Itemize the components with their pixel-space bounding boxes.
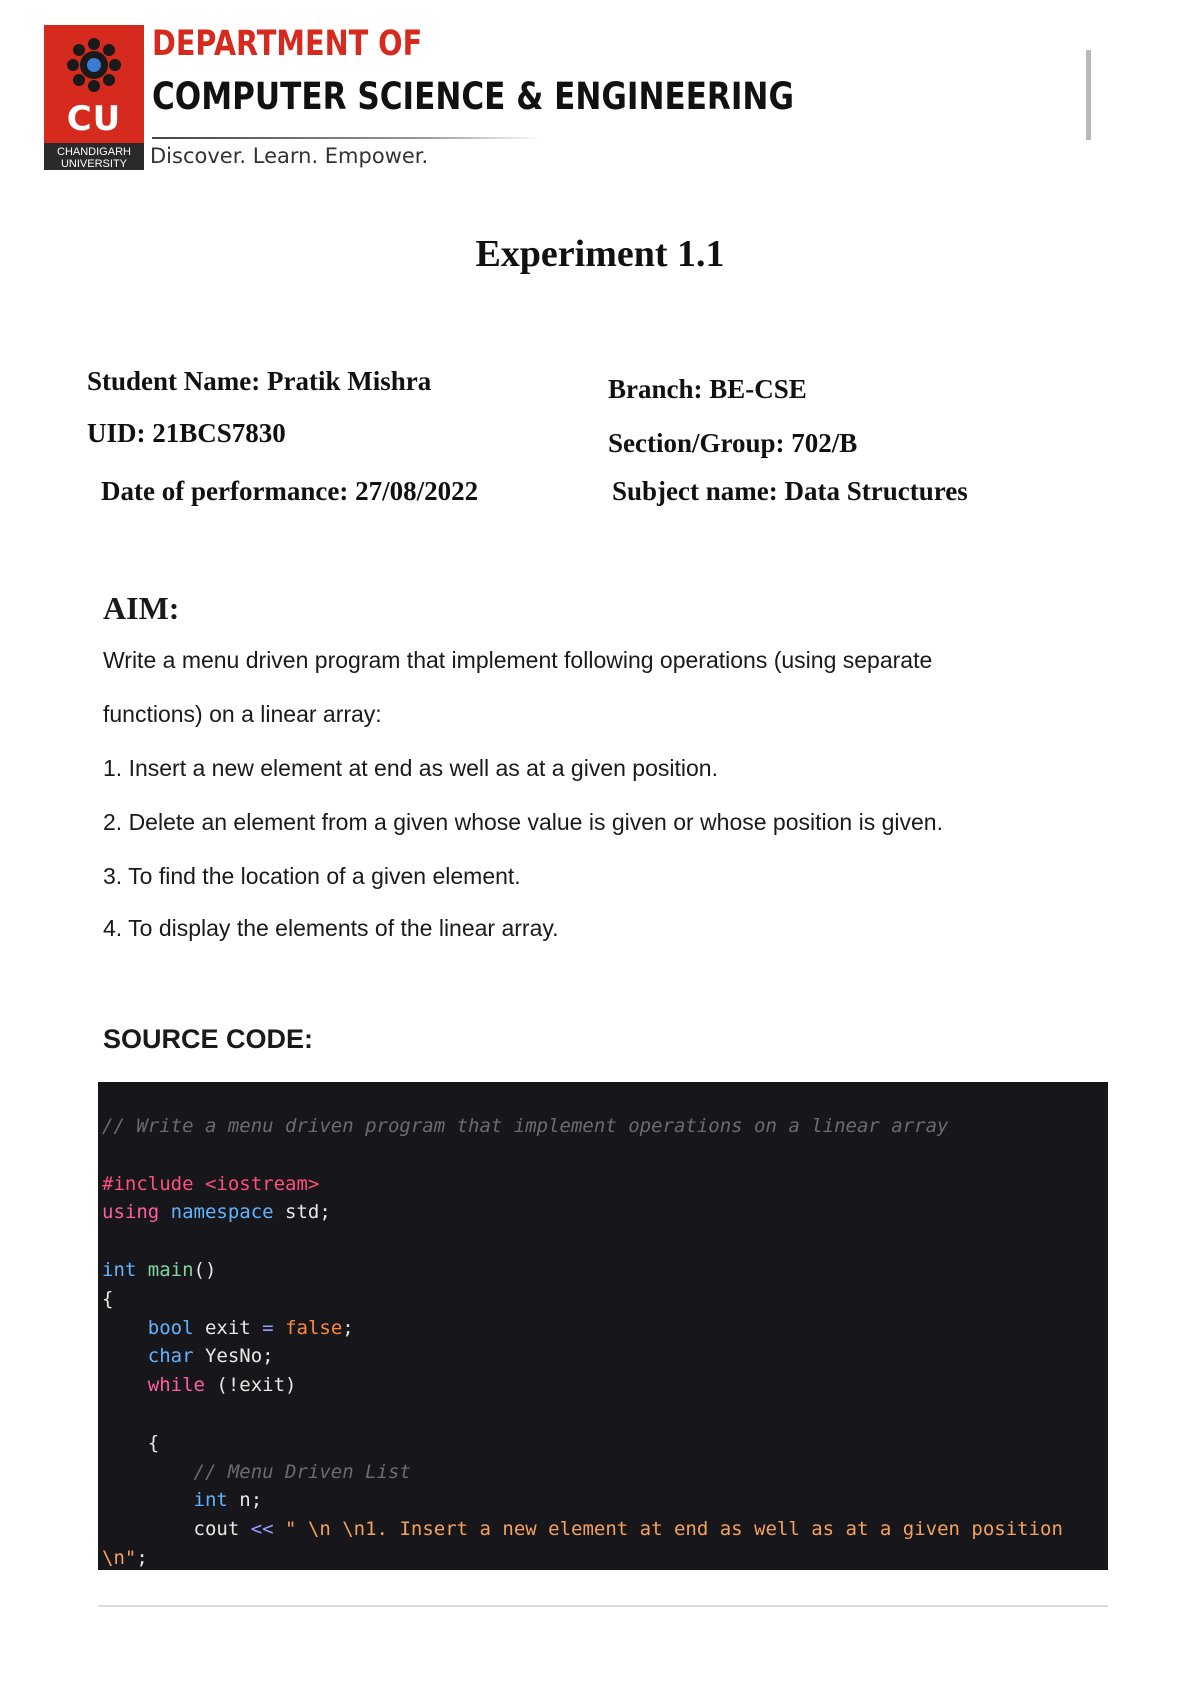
uid: UID: 21BCS7830 xyxy=(87,418,286,448)
code-text-segment: std; xyxy=(273,1201,331,1224)
aim-line: Write a menu driven program that implement following operations (using separate xyxy=(103,647,933,673)
code-text-segment: n; xyxy=(227,1489,263,1512)
aim-line: functions) on a linear array: xyxy=(103,701,382,727)
code-brace: { xyxy=(102,1287,114,1310)
code-keyword: char xyxy=(147,1345,194,1368)
logo-university-name: CHANDIGARH UNIVERSITY xyxy=(44,143,144,170)
department-title-line2: COMPUTER SCIENCE & ENGINEERING xyxy=(152,75,794,118)
student-name: Student Name: Pratik Mishra xyxy=(87,366,432,396)
branch: Branch: BE-CSE xyxy=(608,374,807,404)
code-comment: // Write a menu driven program that implement operations on a linear array xyxy=(102,1115,949,1137)
header-divider xyxy=(152,137,542,139)
footer-divider xyxy=(98,1605,1108,1607)
code-keyword: int xyxy=(102,1258,137,1281)
code-text-segment: exit xyxy=(193,1316,263,1339)
code-keyword: namespace xyxy=(170,1201,274,1224)
code-operator: << xyxy=(250,1518,274,1541)
code-keyword: bool xyxy=(147,1316,194,1339)
code-keyword: while xyxy=(147,1374,205,1397)
source-code-heading: SOURCE CODE: xyxy=(103,1024,314,1054)
code-text-segment: cout xyxy=(193,1518,251,1541)
experiment-title: Experiment 1.1 xyxy=(475,233,725,275)
code-text-segment: () xyxy=(193,1258,217,1281)
seal-icon xyxy=(64,35,124,95)
department-title-line1: DEPARTMENT OF xyxy=(152,24,423,64)
tagline: Discover. Learn. Empower. xyxy=(150,144,429,168)
logo-initials: CU xyxy=(66,99,122,139)
section-group: Section/Group: 702/B xyxy=(608,428,858,458)
code-operator: = xyxy=(262,1316,274,1339)
code-keyword: int xyxy=(193,1489,228,1512)
aim-heading: AIM: xyxy=(103,590,180,626)
code-string: " \n \n1. Insert a new element at end as well as at a given position xyxy=(273,1518,1063,1541)
code-block xyxy=(98,1082,1108,1570)
aim-line: 2. Delete an element from a given whose value is given or whose position is given. xyxy=(103,809,943,835)
code-brace: { xyxy=(147,1431,160,1454)
code-keyword: using xyxy=(102,1201,160,1224)
aim-line: 4. To display the elements of the linear array. xyxy=(103,915,559,941)
code-text-segment: (!exit) xyxy=(204,1374,297,1397)
code-include: #include <iostream> xyxy=(102,1172,320,1195)
aim-line: 1. Insert a new element at end as well as at a given position. xyxy=(103,755,718,781)
code-comment: // Menu Driven List xyxy=(193,1460,411,1483)
code-function: main xyxy=(147,1258,194,1281)
subject-name: Subject name: Data Structures xyxy=(612,476,968,506)
header-side-bar xyxy=(1086,50,1091,140)
date-of-performance: Date of performance: 27/08/2022 xyxy=(101,476,479,506)
code-literal: false xyxy=(285,1316,343,1339)
code-text xyxy=(102,1112,1063,1570)
code-text-segment: YesNo; xyxy=(193,1345,274,1368)
aim-line: 3. To find the location of a given element. xyxy=(103,863,521,889)
university-logo xyxy=(44,25,144,170)
code-text-segment: ; xyxy=(342,1316,354,1339)
code-text-segment: ; xyxy=(136,1546,148,1569)
code-string: \n" xyxy=(102,1546,137,1569)
